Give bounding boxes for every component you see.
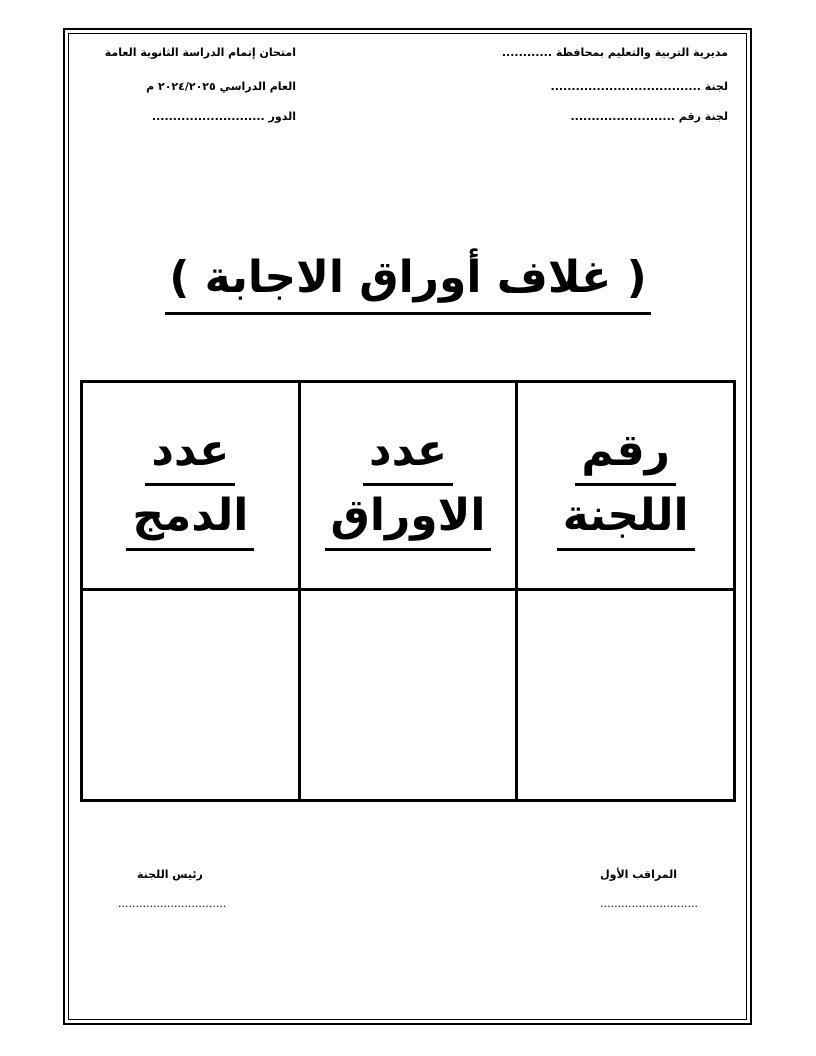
first-observer-label: المراقب الأول: [600, 868, 677, 881]
header-directorate: مديرية التربية والتعليم بمحافظة ............: [501, 46, 728, 59]
header-cell-line2: الاوراق: [325, 486, 492, 551]
header-round: الدور ...........................: [151, 110, 296, 123]
header-cell-line1: عدد: [145, 421, 235, 486]
header-cell-line1: عدد: [363, 421, 453, 486]
page-title: [0, 248, 816, 315]
table-value-row: [82, 590, 735, 801]
header-cell-committee-number: [517, 382, 735, 590]
page-title-text: ( غلاف أوراق الاجابة ): [165, 248, 651, 315]
committee-head-label: رئيس اللجنة: [137, 868, 203, 881]
header-academic-year: العام الدراسي ٢٠٢٤/٢٠٢٥ م: [146, 80, 296, 93]
value-cell-merge-count[interactable]: [82, 590, 300, 801]
header-cell-line1: رقم: [575, 421, 676, 486]
table-header-row: [82, 382, 735, 590]
first-observer-signature-line: ............................: [600, 897, 698, 910]
header-cell-merge-count: [82, 382, 300, 590]
header-exam-name: امتحان إتمام الدراسة الثانوية العامة: [104, 46, 296, 59]
header-committee-number: لجنة رقم .........................: [570, 110, 728, 123]
header-committee: لجنة ....................................: [550, 80, 728, 93]
header-cell-sheet-count: [299, 382, 517, 590]
header-cell-line2: الدمج: [126, 486, 254, 551]
value-cell-sheet-count[interactable]: [299, 590, 517, 801]
value-cell-committee-number[interactable]: [517, 590, 735, 801]
header-cell-line2: اللجنة: [557, 486, 695, 551]
committee-head-signature-line: ...............................: [118, 897, 227, 910]
answer-cover-table: [80, 380, 736, 802]
